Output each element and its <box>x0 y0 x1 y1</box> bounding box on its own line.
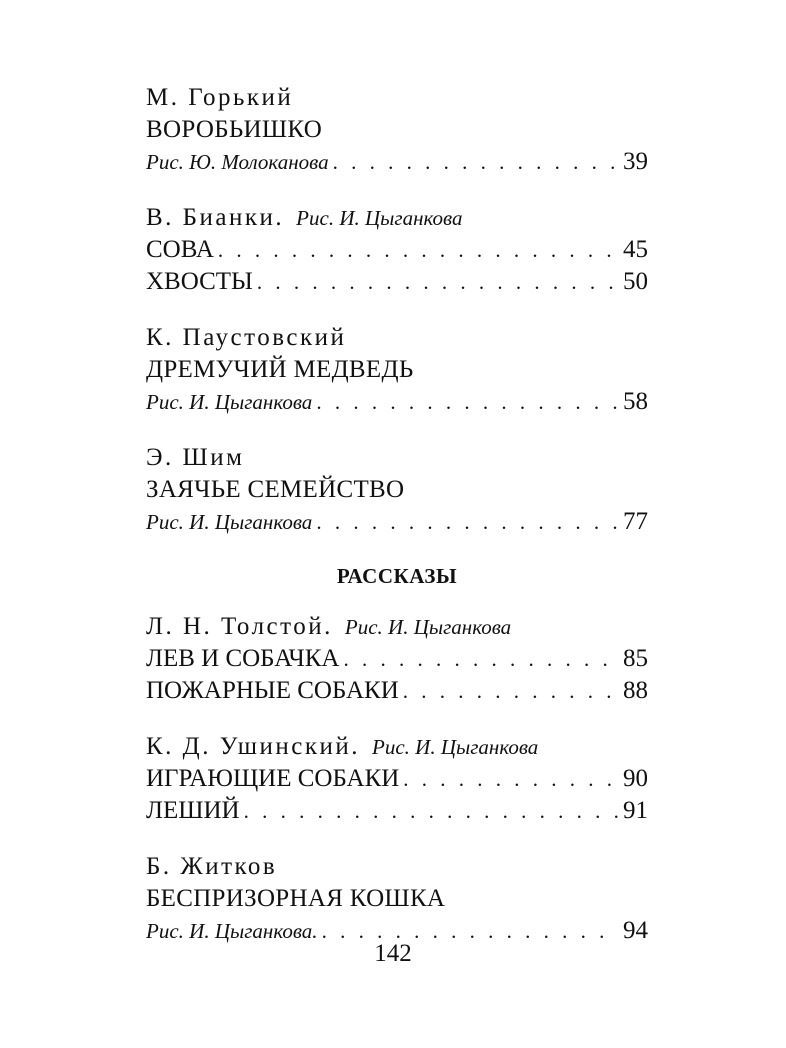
toc-entry <box>146 611 648 707</box>
toc-row <box>146 675 648 707</box>
illustrator-credit: Рис. И. Цыганкова. <box>146 919 318 943</box>
story-title: ЛЕШИЙ <box>146 797 240 824</box>
dot-leader <box>403 763 619 795</box>
table-of-contents <box>146 82 648 947</box>
story-title: ХВОСТЫ <box>146 268 253 295</box>
story-title: ИГРАЮЩИЕ СОБАКИ <box>146 765 400 792</box>
illustrator-credit: Рис. И. Цыганкова <box>296 206 463 230</box>
page-ref: 91 <box>623 797 648 824</box>
author-line <box>146 202 648 234</box>
toc-entry <box>146 851 648 947</box>
toc-entry <box>146 442 648 538</box>
story-title: ЗАЯЧЬЕ СЕМЕЙСТВО <box>146 476 405 503</box>
entries-bottom <box>146 611 648 947</box>
author-name: М. Горький <box>146 84 294 111</box>
entries-top <box>146 82 648 538</box>
author-name: Э. Шим <box>146 444 245 471</box>
story-title: ВОРОБЬИШКО <box>146 116 323 143</box>
toc-row <box>146 643 648 675</box>
author-line <box>146 82 648 114</box>
dot-leader <box>333 146 619 178</box>
toc-row <box>146 763 648 795</box>
toc-row <box>146 266 648 298</box>
page-ref: 88 <box>623 677 648 704</box>
page-ref: 94 <box>623 917 648 944</box>
toc-row <box>146 386 648 418</box>
story-title: ПОЖАРНЫЕ СОБАКИ <box>146 677 399 704</box>
story-title: СОВА <box>146 236 214 263</box>
page-ref: 77 <box>623 508 648 535</box>
toc-row <box>146 234 648 266</box>
page-ref: 85 <box>623 645 648 672</box>
author-name: Б. Житков <box>146 853 278 880</box>
author-line <box>146 322 648 354</box>
page-ref: 50 <box>623 268 648 295</box>
illustrator-credit: Рис. Ю. Молоканова <box>146 150 329 174</box>
story-title: ЛЕВ И СОБАЧКА <box>146 645 340 672</box>
dot-leader <box>257 266 619 298</box>
section-heading: РАССКАЗЫ <box>336 564 458 588</box>
author-name: В. Бианки. <box>146 204 285 231</box>
author-line <box>146 731 648 763</box>
story-title: ДРЕМУЧИЙ МЕДВЕДЬ <box>146 356 414 383</box>
page-ref: 90 <box>623 765 648 792</box>
story-title: БЕСПРИЗОРНАЯ КОШКА <box>146 885 446 912</box>
dot-leader <box>316 386 619 418</box>
illustrator-credit: Рис. И. Цыганкова <box>146 510 313 534</box>
toc-row <box>146 506 648 538</box>
toc-entry <box>146 82 648 178</box>
toc-row <box>146 795 648 827</box>
dot-leader <box>316 506 619 538</box>
author-name: К. Д. Ушинский. <box>146 733 360 760</box>
page-number: 142 <box>374 940 412 967</box>
toc-entry <box>146 202 648 298</box>
illustrator-credit: Рис. И. Цыганкова <box>372 735 539 759</box>
illustrator-credit: Рис. И. Цыганкова <box>146 390 313 414</box>
toc-entry <box>146 731 648 827</box>
dot-leader <box>343 643 619 675</box>
page-ref: 39 <box>623 148 648 175</box>
author-line <box>146 851 648 883</box>
author-line <box>146 442 648 474</box>
page-ref: 58 <box>623 388 648 415</box>
toc-row <box>146 146 648 178</box>
author-name: Л. Н. Толстой. <box>146 613 333 640</box>
toc-entry <box>146 322 648 418</box>
page-ref: 45 <box>623 236 648 263</box>
illustrator-credit: Рис. И. Цыганкова <box>344 615 512 639</box>
dot-leader <box>244 795 619 827</box>
dot-leader <box>403 675 619 707</box>
author-line <box>146 611 648 643</box>
author-name: К. Паустовский <box>146 324 347 351</box>
dot-leader <box>218 234 619 266</box>
